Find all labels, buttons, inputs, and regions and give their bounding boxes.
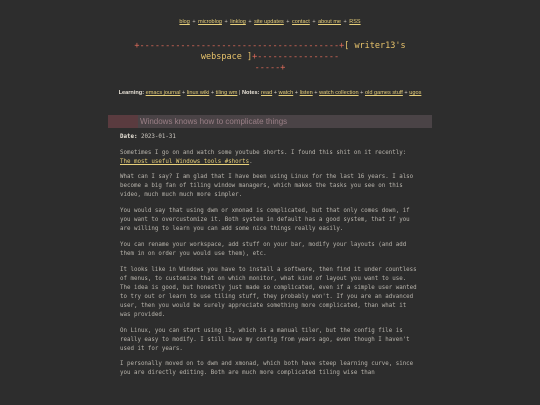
nav-separator: + <box>248 19 252 25</box>
links-separator: + <box>294 90 299 96</box>
links-separator: + <box>360 90 364 96</box>
banner-right-line: +---------------- <box>252 52 340 62</box>
post-header-accent <box>108 115 138 128</box>
nav-separator: + <box>312 19 316 25</box>
nav-separator: + <box>192 19 196 25</box>
link-watch-collection[interactable]: watch collection <box>319 90 359 96</box>
link-old-games-stuff[interactable]: old games stuff <box>365 90 403 96</box>
site-banner <box>115 41 425 74</box>
links-separator: + <box>182 90 186 96</box>
notes-label: Notes: <box>242 90 260 96</box>
paragraph-3: You would say that using dwm or xmonad is complicated, but that only comes down, if you want to overcustomize it. Both system in default has a good system, that if you are willing to learn you can add some nice things really easily. <box>120 208 410 233</box>
youtube-short-link[interactable]: The most useful Windows tools #shorts <box>120 158 250 165</box>
link-listen[interactable]: listen <box>299 90 313 96</box>
top-nav <box>0 0 540 25</box>
learning-label: Learning: <box>118 90 145 96</box>
post-body <box>108 133 432 379</box>
date-value: 2023-01-31 <box>140 134 176 140</box>
site-title: [ writer13's webspace ] <box>200 41 406 62</box>
nav-rss[interactable]: RSS <box>349 19 361 25</box>
nav-separator: + <box>224 19 228 25</box>
paragraph-4: You can rename your workspace, add stuff on your bar, modify your layouts (and add them in on order you would use them), etc. <box>120 241 407 257</box>
nav-contact[interactable]: contact <box>292 19 310 25</box>
nav-separator: + <box>286 19 290 25</box>
link-read[interactable]: read <box>260 90 273 96</box>
nav-separator: + <box>343 19 347 25</box>
links-divider: | <box>239 90 241 96</box>
paragraph-1 <box>120 142 420 167</box>
link-watch[interactable]: watch <box>278 90 294 96</box>
links-separator: + <box>404 90 408 96</box>
nav-linklog[interactable]: linklog <box>230 19 246 25</box>
post-title: Windows knows how to complicate things <box>140 117 288 126</box>
post-header <box>108 115 432 128</box>
quick-links <box>0 89 540 98</box>
nav-about-me[interactable]: about me <box>318 19 341 25</box>
link-linux-wiki[interactable]: linux wiki <box>186 90 210 96</box>
links-separator: + <box>273 90 278 96</box>
nav-blog[interactable]: blog <box>179 19 190 25</box>
date-label: Date: <box>120 134 138 140</box>
links-separator: + <box>314 90 318 96</box>
paragraph-5: It looks like in Windows you have to install a software, then find it under countless of menus, to customize that on which monitor, what kind of layout you want to use. The idea is good, but honestly just made so complicated, even if a simple user wanted to try out or learn to use tiling stuff, they probably won't. If you are an advanced user, then you would be surely appreciate something more complicated, than what it was provided. <box>120 266 417 318</box>
paragraph-2: What can I say? I am glad that I have been using Linux for the last 16 years. I also become a big fan of tiling window managers, which makes the tasks you see on this video, much much much more simpler. <box>120 174 414 199</box>
links-separator: + <box>210 90 215 96</box>
link-emacs-journal[interactable]: emacs journal <box>145 90 181 96</box>
post-date <box>120 133 420 142</box>
nav-microblog[interactable]: microblog <box>198 19 222 25</box>
banner-line-2: -----+ <box>254 63 286 73</box>
link-ugos[interactable]: ugos <box>409 90 422 96</box>
paragraph-1-end: . <box>249 158 253 165</box>
nav-site-updates[interactable]: site updates <box>254 19 284 25</box>
paragraph-6: On Linux, you can start using i3, which is a manual tiler, but the config file is really easy to modify. I still have my config from years ago, even though I haven't used it for years. <box>120 327 410 352</box>
banner-left-line: +---------------------------------------+ <box>134 41 345 51</box>
link-tiling-wm[interactable]: tiling wm <box>215 90 238 96</box>
paragraph-7: I personally moved on to dwm and xmonad, which both have steep learning curve, since you are directly editing. Both are much more complicated tiling wise than <box>120 361 414 377</box>
paragraph-1-text: Sometimes I go on and watch some youtube shorts. I found this shit on it recently: <box>120 149 407 156</box>
